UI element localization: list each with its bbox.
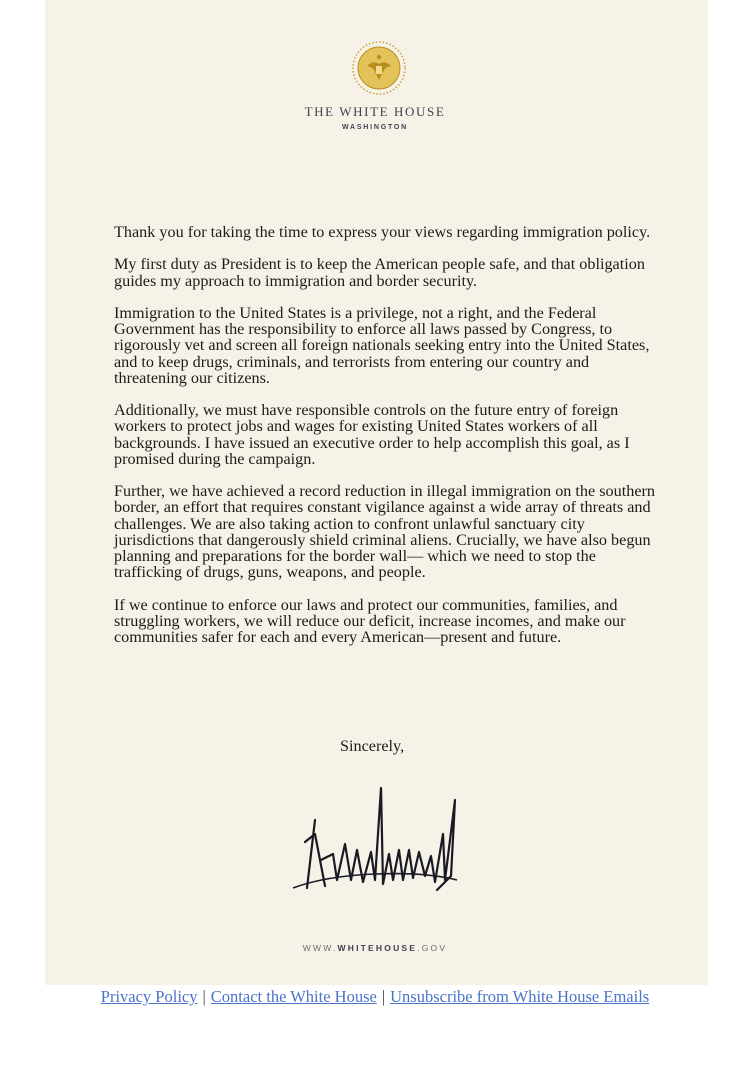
email-footer: [0, 987, 750, 1007]
unsubscribe-link[interactable]: Unsubscribe from White House Emails: [390, 987, 650, 1006]
contact-link[interactable]: Contact the White House: [210, 987, 377, 1006]
site-domain: WHITEHOUSE: [337, 943, 418, 953]
letter-body: [114, 224, 659, 661]
privacy-policy-link[interactable]: Privacy Policy: [100, 987, 198, 1006]
separator: |: [202, 987, 206, 1006]
paragraph: If we continue to enforce our laws and protect our communities, families, and struggling workers, we will reduce our deficit, increase incomes, and make our communities safer for each and every American—present and future.: [114, 595, 626, 646]
org-title: THE WHITE HOUSE: [304, 104, 446, 119]
separator: |: [381, 987, 386, 1006]
signature-icon: [285, 780, 465, 920]
org-subtitle: WASHINGTON: [341, 124, 409, 131]
site-suffix: .GOV: [417, 943, 448, 953]
paragraph: Further, we have achieved a record reduction in illegal immigration on the southern border, an effort that requires constant vigilance against a wide array of threats and challenges. We are also taking action to confront unlawful sanctuary city jurisdictions that dangerously shield criminal aliens. Crucially, we have also begun planning and preparations for the border wall— which we need to stop the trafficking of drugs, guns, weapons, and people.: [114, 482, 656, 582]
paragraph: Immigration to the United States is a privilege, not a right, and the Federal Government has the responsibility to enforce all laws passed by Congress, to rigorously vet and screen all foreign nationals seeking entry into the United States, and to keep drugs, criminals, and terrorists from entering our country and threatening our citizens.: [114, 303, 650, 387]
paragraph: My first duty as President is to keep the American people safe, and that obligation guides my approach to immigration and border security.: [114, 255, 645, 290]
presidential-seal-icon: [351, 40, 407, 96]
closing: Sincerely,: [340, 737, 405, 755]
website-url: [0, 943, 750, 953]
paragraph: Thank you for taking the time to express your views regarding immigration policy.: [114, 223, 651, 241]
site-prefix: WWW.: [302, 943, 338, 953]
paragraph: Additionally, we must have responsible controls on the future entry of foreign workers to protect jobs and wages for existing United States workers of all backgrounds. I have issued an executive order to help accomplish this goal, as I promised during the campaign.: [114, 401, 630, 468]
